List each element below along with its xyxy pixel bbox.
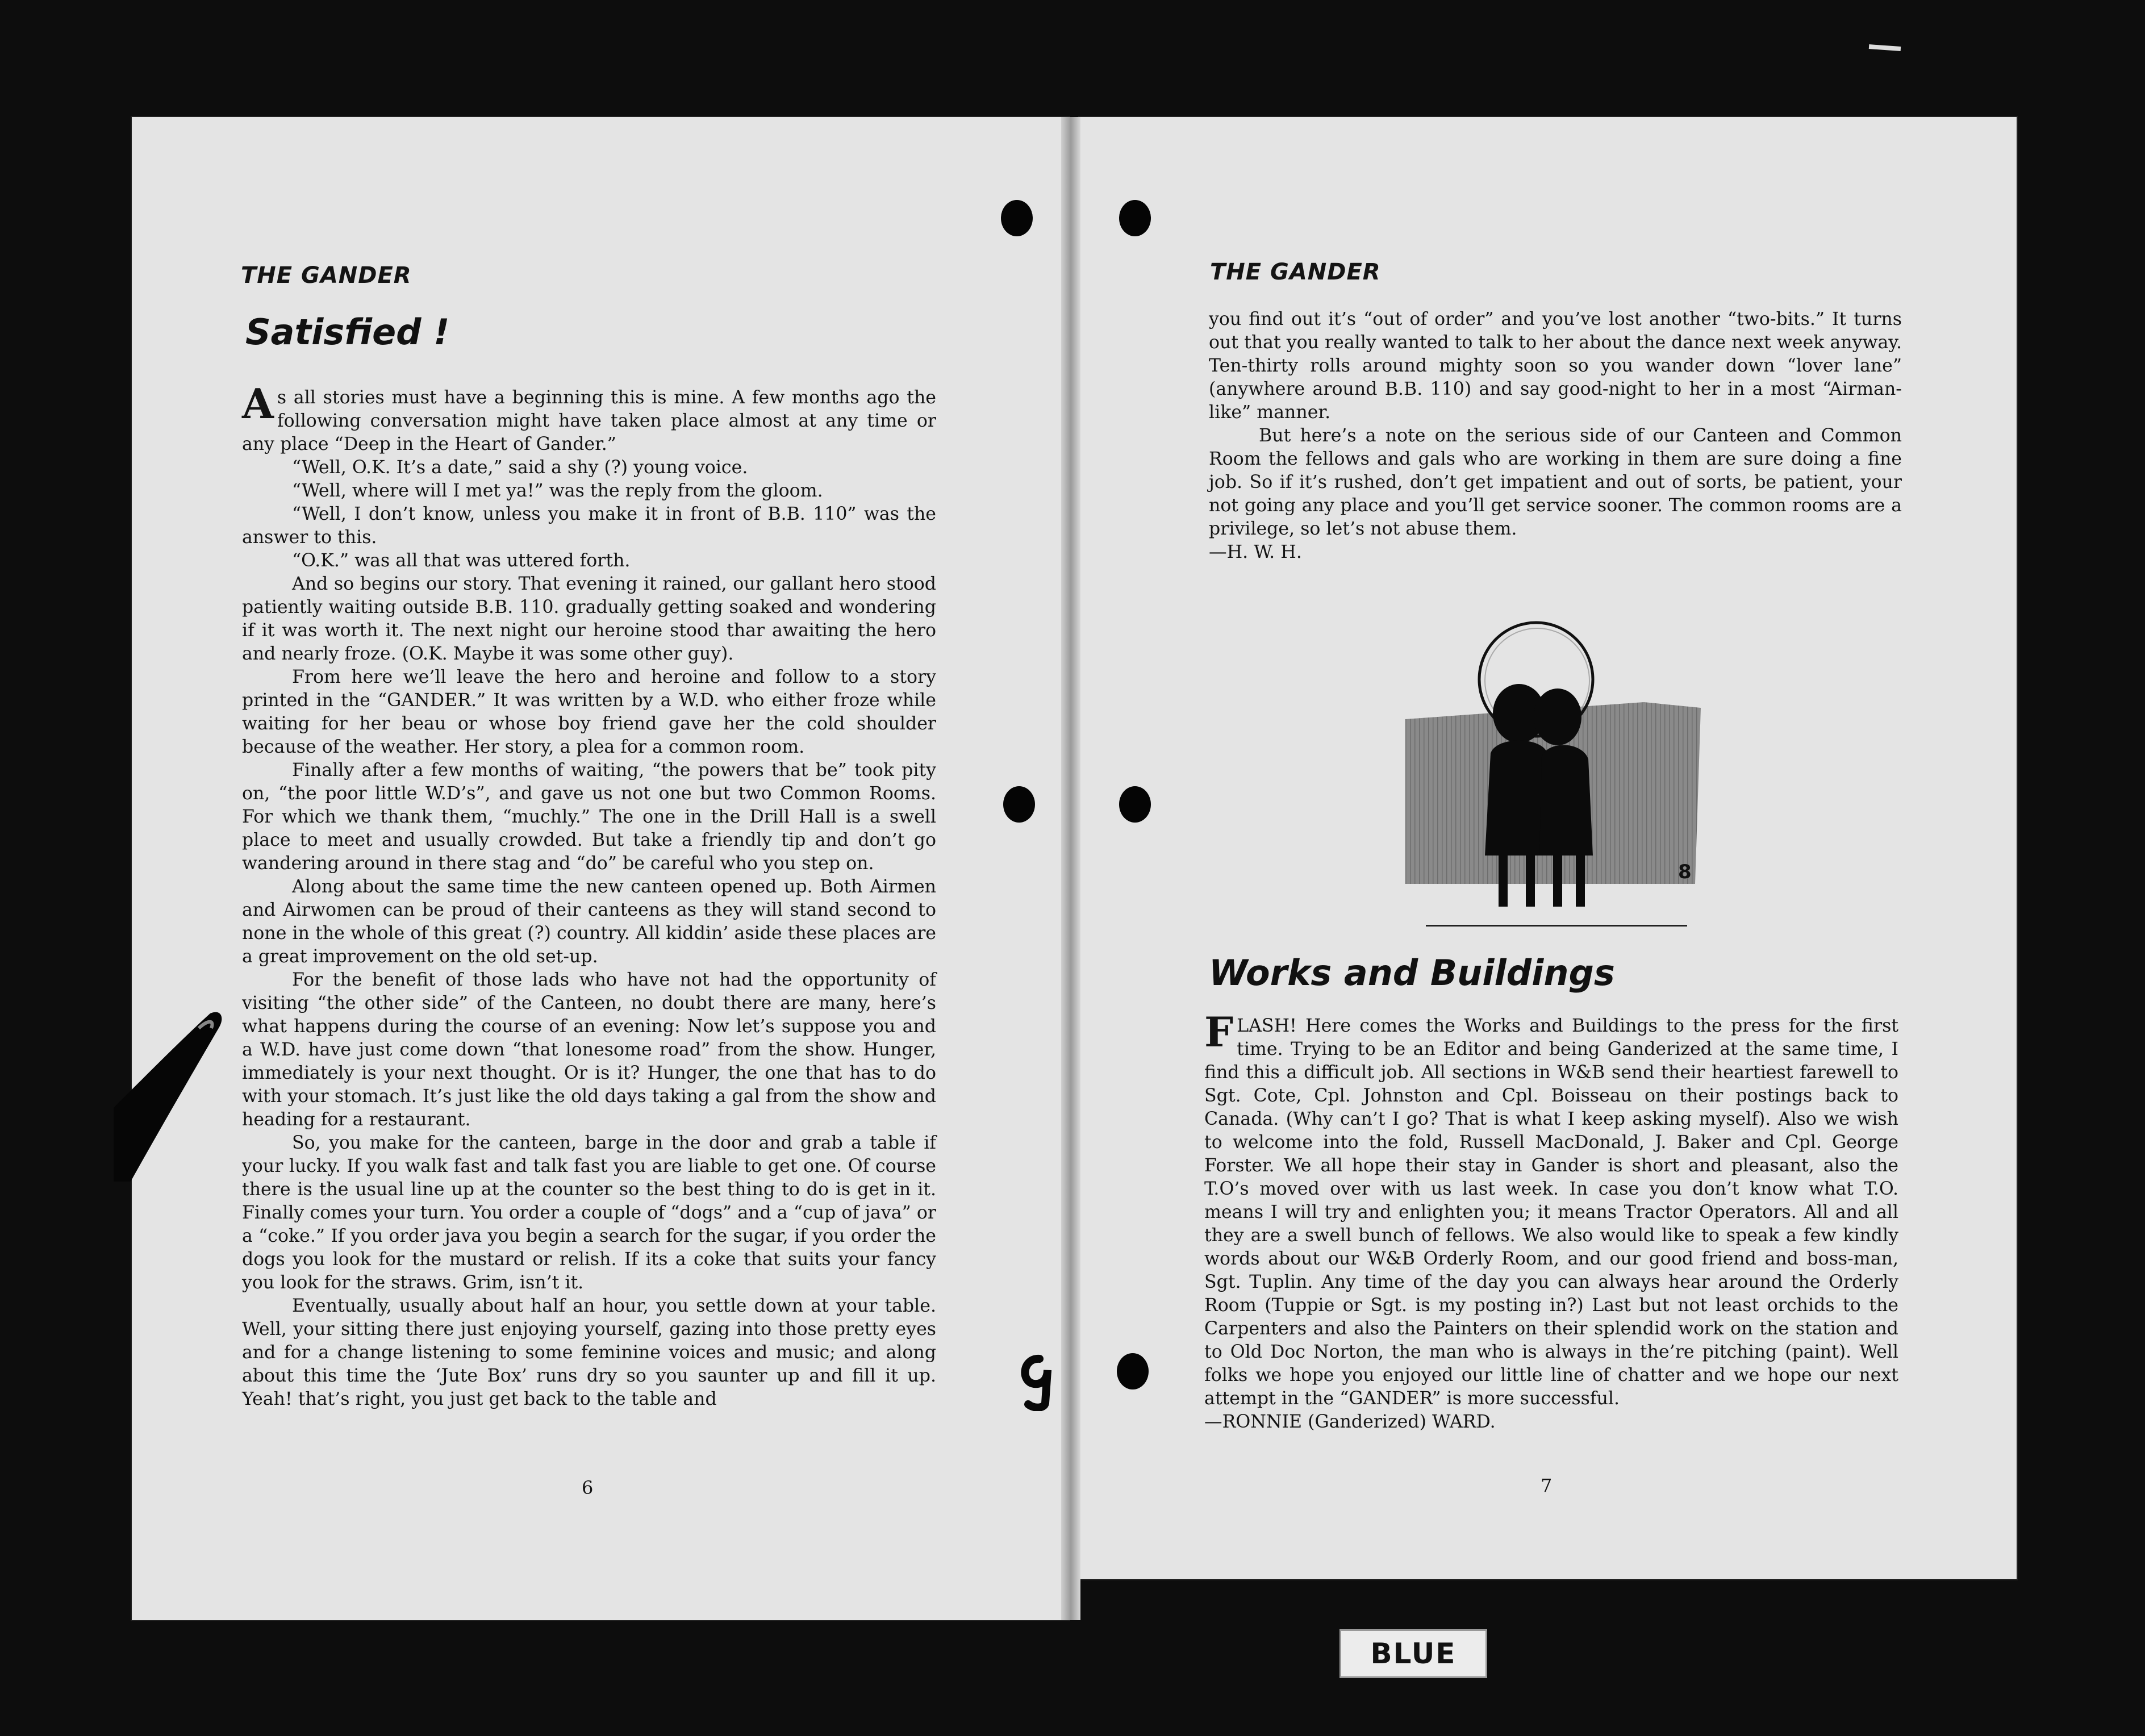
paragraph: you find out it’s “out of order” and you’ve lost another “two-bits.” It turns out that you really wanted to talk to her about the dance next week anyway. Ten-thirty rolls around mighty soon so you wander down “lover lane” (anywhere around B.B. 110) and say good-night to her in a most “Airman-like” manner. [1209,309,1902,423]
punch-hole [1003,786,1035,823]
margin-clip-mark [1017,1354,1057,1411]
punch-hole [1119,200,1151,236]
color-label: BLUE [1339,1629,1487,1678]
paragraph: Along about the same time the new canteen opened up. Both Airmen and Airwomen can be proud of their canteens as they will stand second to none in the whole of this great (?) country. All kiddin’ aside these places are a great improvement on the old set-up. [242,877,936,967]
article-title-satisfied: Satisfied ! [245,311,450,353]
page-fold [1061,117,1080,1620]
illustration-rule [1426,925,1687,927]
running-head-right: THE GANDER [1210,259,1381,285]
paragraph: “Well, I don’t know, unless you make it in front of B.B. 110” was the answer to this. [242,504,936,548]
paragraph: For the benefit of those lads who have not had the opportunity of visiting “the other side” of the Canteen, no doubt there are many, here’s what happens during the course of an evening: Now let’s suppose you and a W.D. have just come down “that lonesome road” from the show. Hunger, immediately is your next thought. Or is it? Hunger, the one that has to do with your stomach. It’s just like the old days taking a gal from the show and heading for a restaurant. [242,970,936,1130]
paragraph: Eventually, usually about half an hour, you settle down at your table. Well, your sitting there just enjoying yourself, gazing into those pretty eyes and for a change listening to some feminine voices and music; and along about this time the ‘Jute Box’ runs dry so you saunter up and fill it up. Yeah! that’s right, you just get back to the table and [242,1296,936,1409]
works-and-buildings-article-body [1204,1008,1898,1434]
punch-hole [1001,200,1033,236]
paragraph: Finally after a few months of waiting, “the powers that be” took pity on, “the poor little W.D’s”, and gave us not one but two Common Rooms. For which we thank them, “muchly.” The one in the Drill Hall is a swell place to meet and usually crowded. But take a friendly tip and don’t go wandering around in there stag and “do” be careful who you step on. [242,760,936,874]
running-head-left: THE GANDER [241,262,412,289]
paragraph: From here we’ll leave the hero and heroine and follow to a story printed in the “GANDER.” It was written by a W.D. who either froze while waiting for her beau or whose boy friend gave her the cold shoulder because of the weather. Her story, a plea for a common room. [242,667,936,757]
article-title-works-and-buildings: Works and Buildings [1209,952,1615,994]
paragraph: “Well, where will I met ya!” was the reply from the gloom. [292,481,823,501]
couple-silhouette-illustration [1405,617,1701,924]
signature-ronnie-ward: —RONNIE (Ganderized) WARD. [1204,1412,1496,1432]
corner-mark [1869,44,1901,51]
page-number-right: 7 [1541,1475,1553,1496]
paragraph: FLASH! Here comes the Works and Buildings to the press for the first time. Trying to be an Editor and being Ganderized at the same time, I find this a difficult job. All sections in W&B send their heartiest farewell to Sgt. Cote, Cpl. Johnston and Cpl. Boisseau on their postings back to Canada. (Why can’t I go? That is what I keep asking myself). Also we wish to welcome into the fold, Russell MacDonald, J. Baker and Cpl. George Forster. We all hope their stay in Gander is short and pleasant, also the T.O’s moved over with us last week. In case you don’t know what T.O. means I will try and enlighten you; it means Tractor Operators. All and all they are a swell bunch of fellows. We also would like to speak a few kindly words about our W&B Orderly Room, and our good friend and boss-man, Sgt. Tuplin. Any time of the day you can always hear around the Orderly Room (Tuppie or Sgt. is my posting in?) Last but not least orchids to the Carpenters and also the Painters on their splendid work on the station and to Old Doc Norton, the man who is always in the’re pitching (paint). Well folks we hope you enjoyed our little line of chatter and we hope our next attempt in the “GANDER” is more successful. [1204,1008,1898,1409]
paragraph: But here’s a note on the serious side of our Canteen and Common Room the fellows and gals who are working in them are sure doing a fine job. So if it’s rushed, don’t get impatient and out of sorts, be patient, your not going any place and you’ll get service sooner. The common rooms are a privilege, so let’s not abuse them. [1209,425,1902,539]
satisfied-article-continuation [1209,308,1902,564]
punch-hole [1117,1353,1149,1389]
paragraph: And so begins our story. That evening it rained, our gallant hero stood patiently waiting outside B.B. 110. gradually getting soaked and wondering if it was worth it. The next night our heroine stood thar awaiting the hero and nearly froze. (O.K. Maybe it was some other guy). [242,574,936,664]
paragraph: As all stories must have a beginning this is mine. A few months ago the following conversation might have taken place almost at any time or any place “Deep in the Heart of Gander.” [242,379,936,454]
page-number-left: 6 [582,1477,594,1499]
paragraph: “O.K.” was all that was uttered forth. [292,550,631,571]
pen-tip-shadow [114,1011,227,1182]
illustration-mark: 8 [1678,861,1692,883]
punch-hole [1119,786,1151,823]
paragraph: So, you make for the canteen, barge in the door and grab a table if your lucky. If you walk fast and talk fast you are liable to get one. Of course there is the usual line up at the counter so the best thing to do is get in it. Finally comes your turn. You order a couple of “dogs” and a “cup of java” or a “coke.” If you order java you begin a search for the sugar, if you order the dogs you look for the mustard or relish. If its a coke that suits your fancy you look for the straws. Grim, isn’t it. [242,1133,936,1293]
signature-hwh: —H. W. H. [1209,542,1302,562]
satisfied-article-body [242,379,936,1411]
show-through-text [790,244,797,272]
paragraph: “Well, O.K. It’s a date,” said a shy (?) young voice. [292,457,748,478]
